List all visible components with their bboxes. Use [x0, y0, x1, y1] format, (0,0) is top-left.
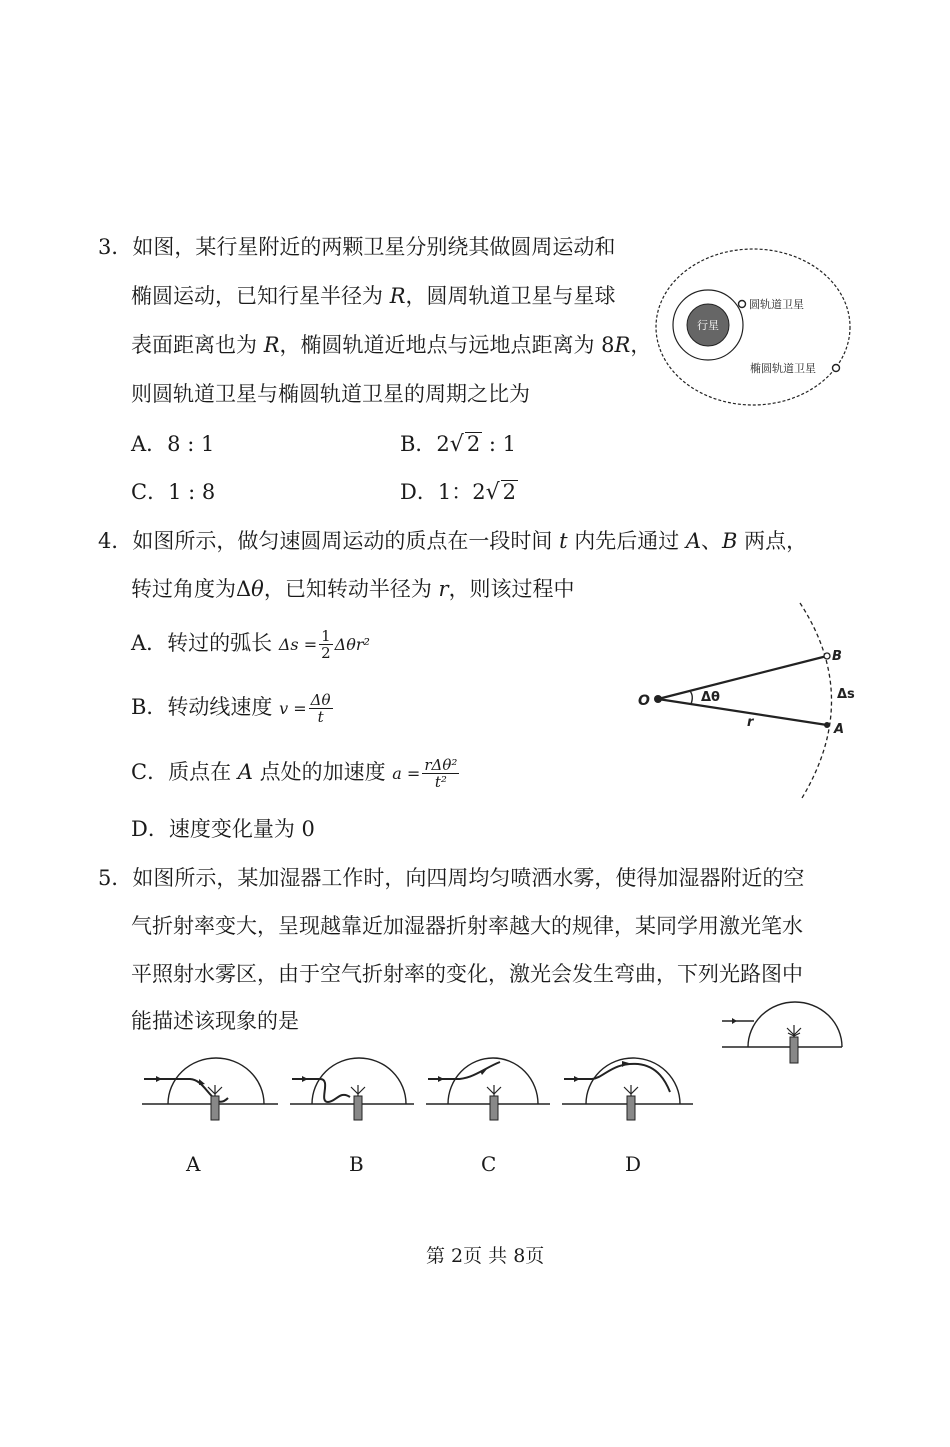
q3-orbit-figure [650, 245, 860, 410]
elliptical-orbit [656, 249, 850, 405]
spray-lines [787, 1025, 801, 1037]
angle-arc [690, 691, 692, 704]
label-b: B [832, 649, 842, 664]
q3-opt-b-post: : 1 [482, 432, 516, 456]
q4-var-A: A [237, 760, 253, 784]
ray-arrow [574, 1076, 580, 1082]
q4-opt-c-fraction [422, 757, 459, 790]
laser-ray [292, 1079, 350, 1102]
ray-arrow [732, 1018, 737, 1024]
q4-opt-c-lhs: a = [392, 764, 421, 783]
fraction-denominator: t [317, 708, 324, 726]
q3-text-2a: 椭圆运动，已知行星半径为 [131, 284, 390, 308]
circle-arc [800, 603, 832, 798]
q5-option-c-label: C [481, 1152, 497, 1176]
q3-option-d [400, 477, 518, 508]
label-o: O [638, 693, 650, 709]
label-ds: Δs [837, 687, 855, 702]
q3-option-b [400, 429, 516, 460]
spray-lines [487, 1085, 501, 1096]
q4-line-1 [98, 526, 807, 556]
q4-option-a [131, 628, 370, 661]
q5-option-a-figure [140, 1052, 280, 1124]
q5-text-1: 如图所示，某加湿器工作时，向四周均匀喷洒水雾，使得加湿器附近的空 [132, 866, 805, 890]
q4-text-2b: ，已知转动半径为 [263, 577, 439, 601]
fraction-numerator: rΔθ² [424, 756, 458, 774]
fraction-numerator: Δθ [310, 691, 331, 709]
q4-text-1a: 如图所示，做匀速圆周运动的质点在一段时间 [132, 529, 560, 553]
q3-text-2b: ，圆周轨道卫星与星球 [405, 284, 616, 308]
q4-opt-a-fraction [319, 628, 333, 661]
q4-line-2 [131, 574, 575, 604]
q4-circular-motion-figure [630, 598, 860, 803]
q4-var-theta: θ [251, 577, 264, 601]
q5-option-b-figure [288, 1052, 418, 1124]
q3-line-1 [98, 232, 615, 262]
label-dtheta: Δθ [701, 690, 720, 705]
q3-var-R: R [263, 333, 280, 357]
q3-number: 3． [98, 235, 133, 259]
q4-text-1b: 内先后通过 [567, 529, 686, 553]
q3-text-4: 则圆轨道卫星与椭圆轨道卫星的周期之比为 [131, 382, 530, 406]
q3-opt-b-radicand: 2 [466, 432, 481, 456]
q5-option-d-label: D [625, 1152, 642, 1176]
q5-option-d-figure [560, 1052, 695, 1124]
q3-opt-b-pre: B．2 [400, 432, 450, 456]
q4-opt-b-text: B．转动线速度 [131, 695, 280, 719]
q3-line-4 [131, 379, 530, 409]
page-footer: 第 2页 共 8页 [426, 1245, 545, 1267]
q3-opt-d-radicand: 2 [502, 480, 516, 504]
q3-text-3a: 表面距离也为 [131, 333, 264, 357]
laser-ray [564, 1064, 670, 1092]
ray-arrow [199, 1079, 205, 1085]
point-b [824, 653, 830, 659]
radius-ob [658, 656, 827, 699]
q3-var-R: R [614, 333, 631, 357]
q5-option-a-label: A [186, 1152, 201, 1176]
q4-option-b [131, 692, 335, 725]
label-r: r [747, 715, 754, 730]
elliptical-satellite-label: 椭圆轨道卫星 [750, 362, 816, 375]
q4-var-B: B [722, 529, 738, 553]
q3-line-2 [131, 281, 616, 311]
radius-oa [658, 699, 827, 725]
q4-opt-c-text-1: C．质点在 [131, 760, 238, 784]
humidifier [490, 1096, 498, 1120]
q4-opt-c-text-2: 点处的加速度 [252, 760, 393, 784]
fraction-numerator: 1 [321, 627, 331, 645]
elliptical-satellite [833, 365, 840, 372]
q4-opt-a-lhs: Δs = [278, 635, 318, 654]
q4-text-2a: 转过角度为Δ [131, 577, 252, 601]
q4-option-c [131, 757, 461, 790]
q5-reference-figure [718, 1000, 848, 1070]
ray-arrow [302, 1076, 308, 1082]
q4-var-t: t [559, 529, 568, 553]
q3-text-1: 如图，某行星附近的两颗卫星分别绕其做圆周运动和 [132, 235, 616, 259]
q3-line-3 [131, 330, 651, 360]
ray-arrow [438, 1076, 444, 1082]
radical-sign: √ [449, 432, 464, 457]
ray-arrow [156, 1076, 162, 1082]
fraction-denominator: t² [434, 773, 447, 791]
q4-number: 4． [98, 529, 133, 553]
q5-number: 5． [98, 866, 133, 890]
q5-option-c-figure [424, 1052, 554, 1124]
circular-satellite-label: 圆轨道卫星 [749, 298, 804, 311]
circular-satellite [739, 301, 746, 308]
q4-var-A: A [685, 529, 702, 553]
center-point [654, 695, 662, 703]
q3-option-a: A．8 : 1 [131, 432, 215, 456]
fraction-denominator: 2 [321, 644, 331, 662]
q5-line-4: 能描述该现象的是 [131, 1009, 299, 1033]
q4-sep: 、 [701, 529, 723, 553]
q3-text-3c: ， [630, 333, 652, 357]
q3-var-R: R [389, 284, 406, 308]
q4-opt-a-text: A．转过的弧长 [131, 631, 279, 655]
q5-line-3: 平照射水雾区，由于空气折射率的变化，激光会发生弯曲，下列光路图中 [131, 962, 803, 986]
planet-label: 行星 [697, 319, 719, 332]
point-a [824, 722, 830, 728]
q3-option-c: C．1 : 8 [131, 480, 216, 504]
q5-line-1 [98, 863, 804, 893]
q4-var-r: r [438, 577, 449, 601]
q5-option-b-label: B [349, 1152, 364, 1176]
q4-text-1c: 两点， [737, 529, 808, 553]
humidifier [354, 1096, 362, 1120]
q3-opt-d-pre: D．1：2 [400, 480, 486, 504]
spray-lines [624, 1085, 638, 1096]
q4-opt-b-lhs: v = [279, 699, 307, 718]
humidifier [627, 1096, 635, 1120]
radical-sign: √ [485, 480, 500, 505]
q4-opt-a-rhs: Δθr² [334, 635, 370, 654]
label-a: A [834, 722, 845, 737]
humidifier [211, 1096, 219, 1120]
q3-text-3b: ，椭圆轨道近地点与远地点距离为 8 [279, 333, 615, 357]
spray-lines [351, 1085, 365, 1096]
q4-opt-b-fraction [309, 692, 333, 725]
q4-text-2c: ，则该过程中 [448, 577, 575, 601]
humidifier [790, 1037, 798, 1063]
q4-option-d: D．速度变化量为 0 [131, 817, 315, 841]
q5-line-2: 气折射率变大，呈现越靠近加湿器折射率越大的规律，某同学用激光笔水 [131, 914, 803, 938]
